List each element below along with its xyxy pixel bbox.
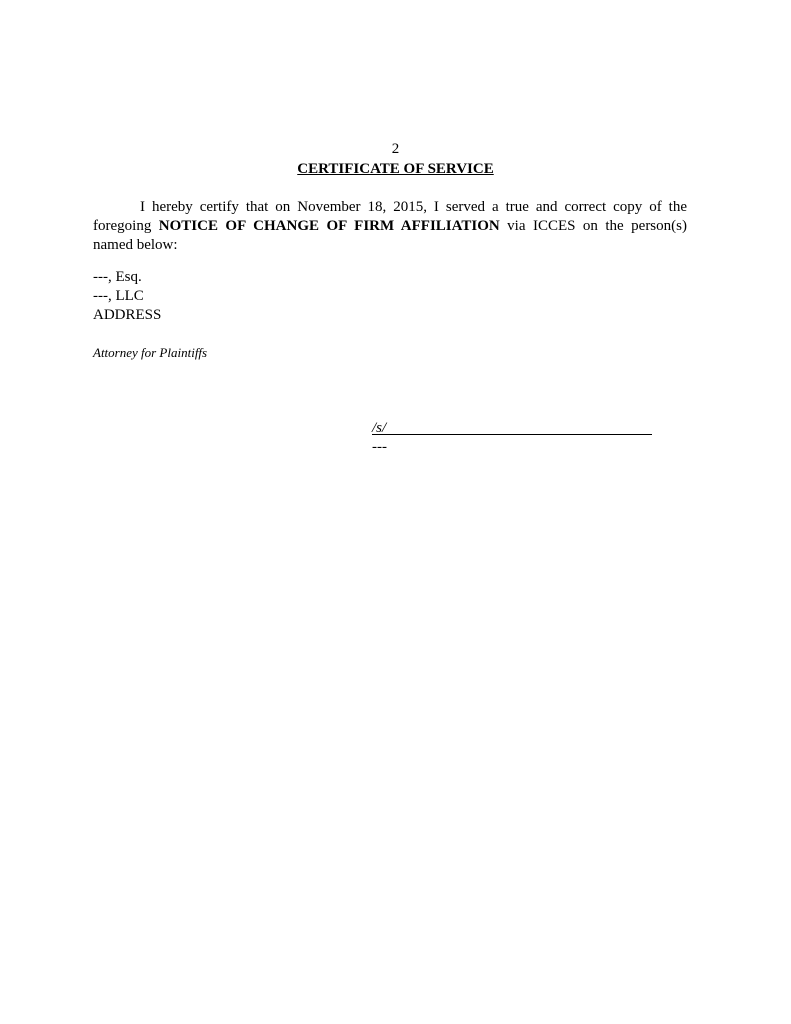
- attorney-role: Attorney for Plaintiffs: [93, 345, 208, 360]
- notice-title: NOTICE OF CHANGE OF FIRM AFFILIATION: [158, 218, 500, 234]
- certification-paragraph: [93, 198, 687, 255]
- signature-mark: /s/: [372, 420, 387, 436]
- document-title: [0, 160, 791, 178]
- signature-line: [372, 419, 652, 435]
- recipient-name: ---, Esq.: [93, 269, 142, 285]
- certification-text-before: I hereby certify that on November 18, 2015, I served a true and correct copy of the foregoing: [93, 199, 687, 234]
- document-title-text: CERTIFICATE OF SERVICE: [297, 161, 494, 177]
- certification-text-after: via ICCES on the person(s) named below:: [93, 218, 687, 253]
- recipient-address: ADDRESS: [93, 307, 162, 323]
- signer-name: ---: [372, 439, 387, 455]
- page-number: 2: [391, 141, 400, 157]
- recipient-firm: ---, LLC: [93, 288, 144, 304]
